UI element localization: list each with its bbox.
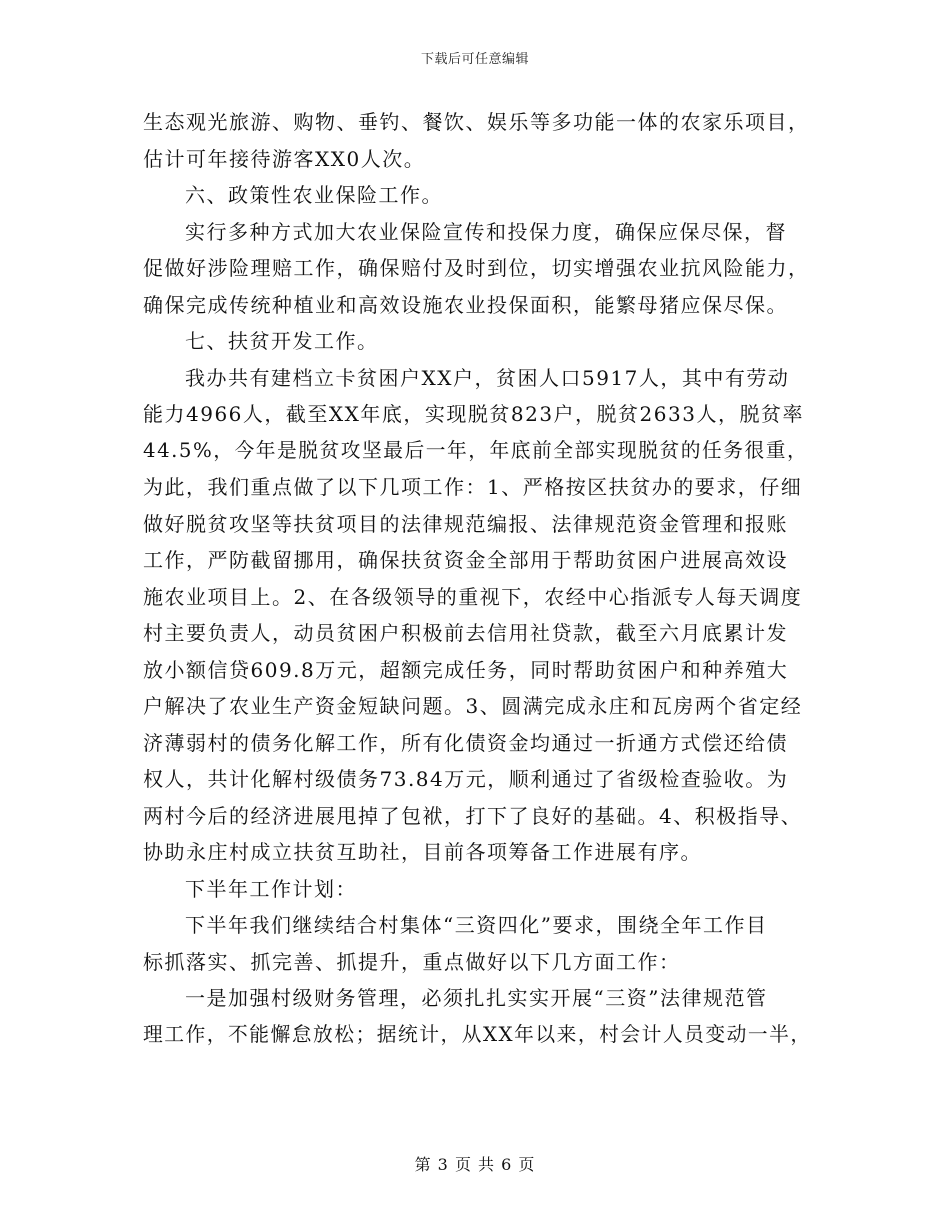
page-footer: 第 3 页 共 6 页 [414,1155,536,1174]
text-line: 七、扶贫开发工作。 [185,329,379,353]
text-line: 户解决了农业生产资金短缺问题。3、圆满完成永庄和瓦房两个省定经 [143,694,803,718]
text-line: 两村今后的经济进展甩掉了包袱，打下了良好的基础。4、积极指导、 [143,803,803,828]
text-line: 理工作，不能懈怠放松；据统计，从XX年以来，村会计人员变动一半， [143,1022,812,1046]
text-line: 标抓落实、抓完善、抓提升，重点做好以下几方面工作： [143,949,681,974]
text-line: 确保完成传统种植业和高效设施农业投保面积，能繁母猪应保尽保。 [143,292,788,317]
text-line: 一是加强村级财务管理，必须扎扎实实开展“三资”法律规范管 [185,986,768,1010]
text-line: 做好脱贫攻坚等扶贫项目的法律规范编报、法律规范资金管理和报账 [143,511,788,536]
text-line: 济薄弱村的债务化解工作，所有化债资金均通过一折通方式偿还给债 [143,730,788,755]
page-header: 下载后可任意编辑 [420,52,529,67]
text-line: 协助永庄村成立扶贫互助社，目前各项筹备工作进展有序。 [143,840,702,864]
text-line: 我办共有建档立卡贫困户XX户，贫困人口5917人，其中有劳动 [185,365,790,390]
text-line: 为此，我们重点做了以下几项工作：1、严格按区扶贫办的要求，仔细 [143,475,803,499]
text-line: 44.5%，今年是脱贫攻坚最后一年，年底前全部实现脱贫的任务很重， [143,438,809,462]
document-body [143,104,815,1053]
text-line: 放小额信贷609.8万元，超额完成任务，同时帮助贫困户和种养殖大 [143,657,789,682]
text-line: 施农业项目上。2、在各级领导的重视下，农经中心指派专人每天调度 [143,584,803,609]
text-line: 能力4966人，截至XX年底，实现脱贫823户，脱贫2633人，脱贫率 [143,402,804,426]
text-line: 生态观光旅游、购物、垂钓、餐饮、娱乐等多功能一体的农家乐项目， [143,110,810,134]
text-line: 促做好涉险理赔工作，确保赔付及时到位，切实增强农业抗风险能力， [143,256,810,280]
text-line: 村主要负责人，动员贫困户积极前去信用社贷款，截至六月底累计发 [143,621,788,645]
text-line: 估计可年接待游客XX0人次。 [143,146,426,171]
text-line: 六、政策性农业保险工作。 [185,183,443,207]
text-line: 工作，严防截留挪用，确保扶贫资金全部用于帮助贫困户进展高效设 [143,548,788,572]
text-line: 实行多种方式加大农业保险宣传和投保力度，确保应保尽保，督 [185,219,787,244]
text-line: 权人，共计化解村级债务73.84万元，顺利通过了省级检查验收。为 [143,767,789,791]
text-line: 下半年我们继续结合村集体“三资四化”要求，围绕全年工作目 [185,913,768,937]
text-line: 下半年工作计划： [185,876,357,901]
